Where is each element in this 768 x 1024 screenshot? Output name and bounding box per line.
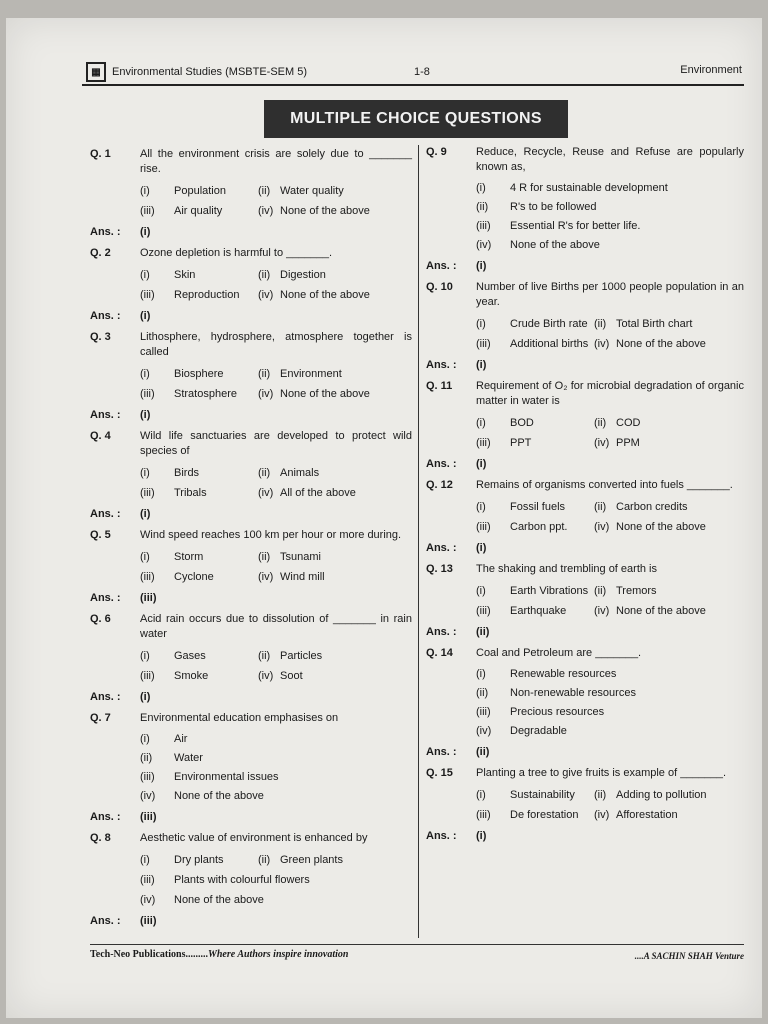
answer — [90, 810, 412, 825]
option-index: (iv) — [594, 436, 610, 449]
option-row — [140, 890, 412, 910]
question-number: Q. 11 — [426, 380, 453, 392]
option-text: None of the above — [280, 288, 370, 301]
option-row — [140, 181, 412, 201]
option-row — [476, 198, 744, 217]
answer-value: (i) — [140, 508, 151, 520]
option-text: Additional births — [510, 337, 589, 350]
option-index: (iv) — [258, 669, 274, 682]
option-text: Digestion — [280, 268, 326, 281]
answer-label: Ans. : — [90, 811, 121, 823]
question — [426, 379, 744, 409]
answer-label: Ans. : — [426, 746, 457, 758]
answer-value: (iii) — [140, 811, 157, 823]
option-text: COD — [616, 416, 641, 429]
option-text: Gases — [174, 649, 206, 662]
option-row — [140, 285, 412, 305]
question-text: Remains of organisms converted into fuels _______. — [476, 479, 733, 491]
question-number: Q. 9 — [426, 146, 447, 158]
option-text: Tribals — [174, 486, 207, 499]
options — [140, 646, 412, 686]
option-text: Precious resources — [510, 706, 605, 718]
option-index: (iv) — [594, 520, 610, 533]
answer-value: (i) — [476, 458, 487, 470]
option-text: Fossil fuels — [510, 500, 566, 513]
options — [476, 497, 744, 537]
question — [426, 280, 744, 310]
option-row — [140, 666, 412, 686]
option-index: (iv) — [258, 486, 274, 499]
option-index: (iii) — [140, 387, 155, 400]
options — [140, 463, 412, 503]
option-index: (ii) — [594, 500, 607, 513]
option-index: (iv) — [476, 239, 492, 251]
option-text: Air quality — [174, 204, 223, 217]
section-name: Environment — [680, 64, 742, 76]
option-row — [476, 684, 744, 703]
option-row — [140, 870, 412, 890]
option-row — [140, 201, 412, 221]
option-row — [476, 601, 744, 621]
option-index: (iii) — [476, 337, 491, 350]
answer-value: (iii) — [140, 915, 157, 927]
question — [426, 478, 744, 493]
option-text: Population — [174, 184, 226, 197]
publisher-name: Tech-Neo Publications......... — [90, 949, 208, 960]
option-row — [476, 581, 744, 601]
question-text: Lithosphere, hydrosphere, atmosphere together is called — [140, 331, 412, 358]
answer-value: (i) — [140, 226, 151, 238]
answer — [426, 745, 744, 760]
question — [90, 330, 412, 360]
option-row — [140, 364, 412, 384]
option-index: (iii) — [140, 771, 155, 783]
option-index: (iii) — [476, 808, 491, 821]
answer-label: Ans. : — [90, 915, 121, 927]
option-text: R's to be followed — [510, 201, 597, 213]
answer-value: (i) — [476, 260, 487, 272]
question — [90, 147, 412, 177]
option-index: (iv) — [594, 808, 610, 821]
options — [476, 581, 744, 621]
option-index: (iv) — [476, 725, 492, 737]
options — [140, 265, 412, 305]
option-index: (ii) — [258, 184, 271, 197]
question — [90, 429, 412, 459]
option-row — [476, 334, 744, 354]
question-number: Q. 15 — [426, 767, 453, 779]
option-index: (i) — [476, 416, 486, 429]
option-text: 4 R for sustainable development — [510, 182, 668, 194]
option-index: (iv) — [258, 570, 274, 583]
option-index: (i) — [140, 367, 150, 380]
option-row — [140, 567, 412, 587]
options — [140, 730, 412, 806]
option-row — [476, 805, 744, 825]
option-index: (ii) — [140, 752, 153, 764]
answer — [90, 309, 412, 324]
option-index: (i) — [140, 184, 150, 197]
option-text: Environmental issues — [174, 771, 279, 783]
option-text: Water quality — [280, 184, 344, 197]
option-text: BOD — [510, 416, 534, 429]
answer-label: Ans. : — [426, 830, 457, 842]
option-index: (i) — [476, 500, 486, 513]
question — [90, 528, 412, 543]
option-text: Total Birth chart — [616, 317, 693, 330]
question — [426, 766, 744, 781]
answer — [426, 358, 744, 373]
option-row — [140, 483, 412, 503]
option-row — [476, 236, 744, 255]
option-text: Degradable — [510, 725, 567, 737]
question-text: Wild life sanctuaries are developed to protect wild species of — [140, 430, 412, 457]
option-index: (ii) — [476, 201, 489, 213]
question — [90, 711, 412, 726]
book-title: Environmental Studies (MSBTE-SEM 5) — [112, 66, 308, 78]
answer — [90, 914, 412, 929]
question-number: Q. 4 — [90, 430, 111, 442]
question-number: Q. 12 — [426, 479, 453, 491]
question-text: Ozone depletion is harmful to _______. — [140, 247, 333, 259]
option-text: Sustainability — [510, 788, 575, 801]
options — [140, 850, 412, 910]
option-index: (iii) — [476, 436, 491, 449]
option-index: (ii) — [594, 416, 607, 429]
option-row — [476, 517, 744, 537]
options — [476, 179, 744, 255]
publisher-tagline: Where Authors inspire innovation — [207, 949, 349, 960]
answer-value: (ii) — [476, 746, 490, 758]
option-row — [476, 785, 744, 805]
option-index: (iii) — [476, 220, 491, 232]
option-index: (iii) — [140, 204, 155, 217]
option-text: Earthquake — [510, 604, 567, 617]
option-index: (iv) — [140, 790, 156, 802]
option-index: (i) — [476, 584, 486, 597]
option-text: Afforestation — [616, 808, 678, 821]
option-text: Birds — [174, 466, 200, 479]
publisher-logo-icon: ▦ — [86, 62, 106, 82]
option-row — [476, 497, 744, 517]
answer — [426, 829, 744, 844]
answer-label: Ans. : — [90, 409, 121, 421]
option-text: Cyclone — [174, 570, 214, 583]
option-index: (i) — [476, 317, 486, 330]
answer — [426, 457, 744, 472]
option-text: None of the above — [510, 239, 600, 251]
options — [476, 785, 744, 825]
question-number: Q. 14 — [426, 647, 453, 659]
option-text: Essential R's for better life. — [510, 220, 641, 232]
answer — [90, 690, 412, 705]
options — [476, 413, 744, 453]
option-row — [476, 722, 744, 741]
option-row — [140, 384, 412, 404]
option-text: None of the above — [616, 337, 706, 350]
answer — [90, 591, 412, 606]
option-text: Carbon ppt. — [510, 520, 568, 533]
answer-label: Ans. : — [426, 542, 457, 554]
option-index: (iv) — [258, 387, 274, 400]
option-index: (iii) — [140, 486, 155, 499]
answer-label: Ans. : — [426, 458, 457, 470]
options — [140, 364, 412, 404]
question-number: Q. 10 — [426, 281, 453, 293]
question — [90, 246, 412, 261]
option-index: (ii) — [594, 584, 607, 597]
answer-value: (i) — [140, 310, 151, 322]
option-index: (ii) — [258, 268, 271, 281]
option-index: (ii) — [258, 853, 271, 866]
option-text: Tsunami — [280, 550, 321, 563]
option-row — [476, 665, 744, 684]
option-index: (ii) — [594, 788, 607, 801]
answer-value: (iii) — [140, 592, 157, 604]
option-index: (ii) — [258, 550, 271, 563]
option-row — [476, 217, 744, 236]
option-index: (iv) — [258, 204, 274, 217]
option-text: Animals — [280, 466, 320, 479]
page-header — [82, 62, 744, 86]
option-index: (i) — [476, 788, 486, 801]
answer-label: Ans. : — [90, 226, 121, 238]
option-text: Carbon credits — [616, 500, 688, 513]
option-text: Reproduction — [174, 288, 240, 301]
option-text: PPT — [510, 436, 532, 449]
option-index: (ii) — [476, 687, 489, 699]
question — [426, 646, 744, 661]
question — [426, 562, 744, 577]
answer-label: Ans. : — [90, 691, 121, 703]
answer-value: (ii) — [476, 626, 490, 638]
question-text: Requirement of O₂ for microbial degradation of organic matter in water is — [476, 380, 744, 407]
option-text: De forestation — [510, 808, 579, 821]
option-row — [476, 179, 744, 198]
options — [476, 314, 744, 354]
question-text: Aesthetic value of environment is enhanced by — [140, 832, 368, 844]
option-row — [476, 433, 744, 453]
page-footer — [90, 944, 744, 963]
publisher-line — [90, 949, 348, 960]
question-text: The shaking and trembling of earth is — [476, 563, 657, 575]
venture-line: ....A SACHIN SHAH Venture — [634, 951, 744, 961]
option-row — [476, 413, 744, 433]
option-index: (iii) — [476, 706, 491, 718]
option-row — [140, 463, 412, 483]
option-text: None of the above — [616, 520, 706, 533]
question-text: Coal and Petroleum are _______. — [476, 647, 642, 659]
question — [426, 145, 744, 175]
option-index: (ii) — [594, 317, 607, 330]
option-index: (iv) — [594, 604, 610, 617]
option-text: Water — [174, 752, 203, 764]
question-text: All the environment crisis are solely due to _______ rise. — [140, 148, 412, 175]
question-text: Reduce, Recycle, Reuse and Refuse are popularly known as, — [476, 146, 744, 173]
option-text: Plants with colourful flowers — [174, 873, 310, 886]
option-row — [140, 850, 412, 870]
option-index: (i) — [140, 853, 150, 866]
option-row — [140, 768, 412, 787]
option-text: None of the above — [280, 204, 370, 217]
option-index: (iii) — [140, 288, 155, 301]
options — [140, 181, 412, 221]
option-text: Soot — [280, 669, 303, 682]
option-text: None of the above — [174, 790, 264, 802]
option-index: (ii) — [258, 649, 271, 662]
option-index: (iii) — [476, 520, 491, 533]
option-text: None of the above — [174, 893, 264, 906]
answer-value: (i) — [140, 409, 151, 421]
question-number: Q. 3 — [90, 331, 111, 343]
page-number: 1-8 — [414, 66, 430, 78]
answer-label: Ans. : — [90, 508, 121, 520]
answer-label: Ans. : — [426, 359, 457, 371]
option-text: None of the above — [616, 604, 706, 617]
question-number: Q. 5 — [90, 529, 111, 541]
option-row — [140, 547, 412, 567]
option-text: Particles — [280, 649, 323, 662]
option-index: (i) — [140, 649, 150, 662]
answer-value: (i) — [476, 359, 487, 371]
option-row — [140, 749, 412, 768]
options — [476, 665, 744, 741]
option-text: Non-renewable resources — [510, 687, 636, 699]
option-index: (i) — [140, 733, 150, 745]
option-text: Air — [174, 733, 188, 745]
answer — [426, 625, 744, 640]
option-row — [476, 314, 744, 334]
option-index: (i) — [476, 182, 486, 194]
option-row — [140, 787, 412, 806]
option-text: Wind mill — [280, 570, 325, 583]
option-index: (iii) — [476, 604, 491, 617]
answer — [426, 259, 744, 274]
option-index: (iii) — [140, 570, 155, 583]
answer-value: (i) — [140, 691, 151, 703]
option-index: (ii) — [258, 367, 271, 380]
option-index: (iv) — [258, 288, 274, 301]
answer-label: Ans. : — [426, 626, 457, 638]
option-text: Dry plants — [174, 853, 224, 866]
option-index: (i) — [140, 268, 150, 281]
answer — [426, 541, 744, 556]
option-index: (ii) — [258, 466, 271, 479]
option-text: Smoke — [174, 669, 209, 682]
question-number: Q. 7 — [90, 712, 111, 724]
option-index: (i) — [140, 466, 150, 479]
option-text: Crude Birth rate — [510, 317, 588, 330]
question-number: Q. 1 — [90, 148, 111, 160]
answer-label: Ans. : — [426, 260, 457, 272]
option-text: Environment — [280, 367, 342, 380]
option-row — [140, 646, 412, 666]
question — [90, 612, 412, 642]
option-index: (iii) — [140, 669, 155, 682]
answer — [90, 408, 412, 423]
option-index: (i) — [140, 550, 150, 563]
option-row — [140, 265, 412, 285]
option-text: Tremors — [616, 584, 657, 597]
option-text: Biosphere — [174, 367, 224, 380]
option-text: Stratosphere — [174, 387, 237, 400]
question-number: Q. 13 — [426, 563, 453, 575]
option-text: All of the above — [280, 486, 356, 499]
section-banner: MULTIPLE CHOICE QUESTIONS — [264, 100, 568, 138]
option-text: Adding to pollution — [616, 788, 707, 801]
question-number: Q. 6 — [90, 613, 111, 625]
option-index: (iii) — [140, 873, 155, 886]
option-index: (iv) — [140, 893, 156, 906]
column-divider — [418, 145, 419, 938]
question-number: Q. 2 — [90, 247, 111, 259]
option-index: (i) — [476, 668, 486, 680]
question-text: Planting a tree to give fruits is example of _______. — [476, 767, 727, 779]
option-text: Storm — [174, 550, 204, 563]
option-text: Green plants — [280, 853, 343, 866]
answer-label: Ans. : — [90, 592, 121, 604]
question — [90, 831, 412, 846]
question-text: Wind speed reaches 100 km per hour or more during. — [140, 529, 402, 541]
answer-value: (i) — [476, 542, 487, 554]
answer-label: Ans. : — [90, 310, 121, 322]
option-index: (iv) — [594, 337, 610, 350]
option-text: PPM — [616, 436, 640, 449]
option-text: Renewable resources — [510, 668, 617, 680]
right-column — [426, 145, 744, 850]
question-text: Number of live Births per 1000 people population in an year. — [476, 281, 744, 308]
question-number: Q. 8 — [90, 832, 111, 844]
option-text: None of the above — [280, 387, 370, 400]
option-row — [140, 730, 412, 749]
options — [140, 547, 412, 587]
option-text: Skin — [174, 268, 196, 281]
answer — [90, 225, 412, 240]
question-text: Environmental education emphasises on — [140, 712, 339, 724]
option-text: Earth Vibrations — [510, 584, 589, 597]
left-column — [90, 147, 412, 935]
option-row — [476, 703, 744, 722]
answer-value: (i) — [476, 830, 487, 842]
answer — [90, 507, 412, 522]
question-text: Acid rain occurs due to dissolution of _______ in rain water — [140, 613, 412, 640]
